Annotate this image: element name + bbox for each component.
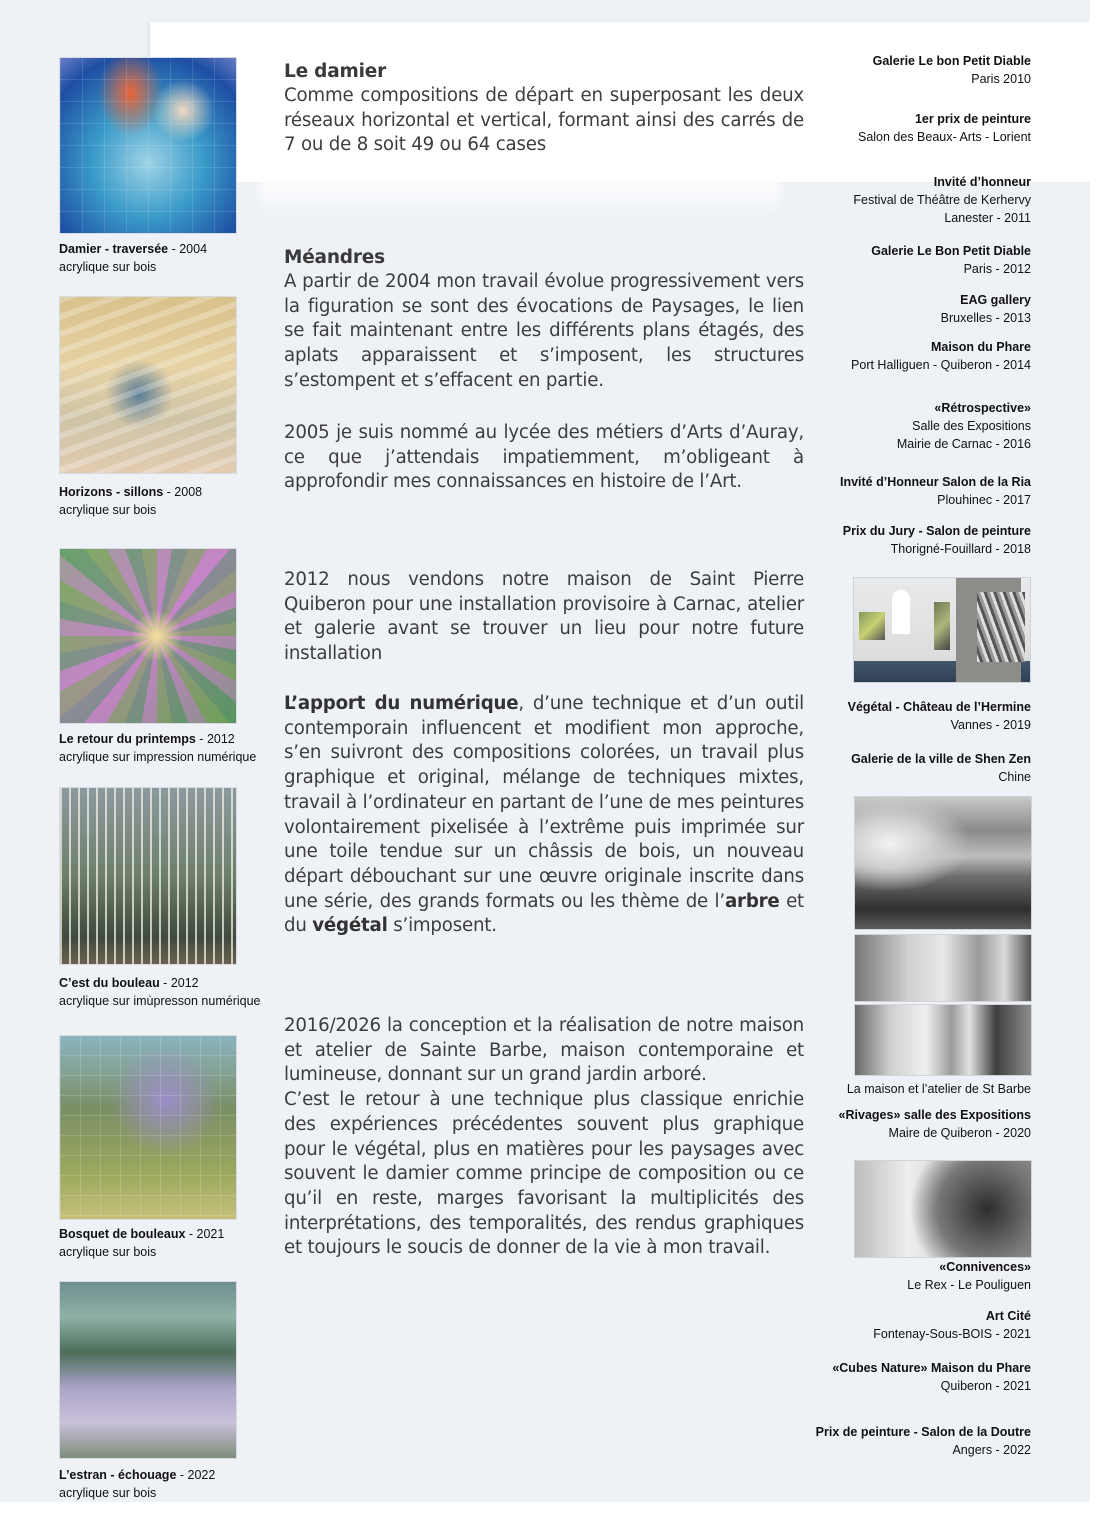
exhibition-item	[771, 1106, 1031, 1142]
paragraph-numerique	[284, 692, 804, 939]
exhibition-detail: Paris - 2012	[963, 262, 1031, 276]
photo-window	[892, 590, 910, 634]
exhibition-item	[771, 1423, 1031, 1459]
painting-year: 2022	[187, 1468, 216, 1482]
caption-separator: -	[195, 732, 207, 746]
exhibition-detail: Salon des Beaux- Arts - Lorient	[857, 130, 1031, 144]
exhibition-detail: Port Halliguen - Quiberon - 2014	[851, 358, 1031, 372]
exhibition-title: Maison du Phare	[930, 340, 1031, 354]
exhibition-item	[771, 52, 1031, 88]
exhibition-item	[771, 242, 1031, 278]
section-meandres	[284, 246, 804, 394]
painting-caption	[59, 1466, 215, 1502]
exhibition-title: Galerie de la ville de Shen Zen	[851, 752, 1031, 766]
photo-canvas	[859, 612, 885, 640]
exhibition-title: «Rétrospective»	[934, 401, 1031, 415]
photo-canvas	[934, 602, 950, 650]
painting-retour-printemps	[59, 548, 235, 724]
exhibition-detail: Chine	[998, 770, 1031, 784]
exhibition-detail: Thorigné-Fouillard - 2018	[890, 542, 1031, 556]
exhibition-item	[771, 522, 1031, 558]
painting-bosquet-bouleaux	[59, 1035, 235, 1220]
exhibition-item	[771, 473, 1031, 509]
exhibition-title: «Connivences»	[939, 1260, 1031, 1274]
painting-title: Damier - traversée	[59, 242, 169, 256]
exhibition-detail: Plouhinec - 2017	[937, 493, 1031, 507]
painting-caption	[59, 730, 256, 766]
painting-medium: acrylique sur bois	[59, 1486, 157, 1500]
exhibition-item	[771, 1258, 1031, 1294]
photo-atelier-interior	[854, 934, 1032, 1002]
exhibition-detail: Le Rex - Le Pouliguen	[907, 1278, 1031, 1292]
exhibition-title: Végétal - Château de l’Hermine	[847, 700, 1031, 714]
exhibition-detail: Lanester - 2011	[944, 211, 1031, 225]
exhibition-photo-vegetal	[853, 577, 1031, 683]
painting-title: C’est du bouleau	[59, 976, 160, 990]
text-numerique-1: , d’une technique et d’un outil contemporain influencent et modifient mon approche, s’en suivront des compositions colorées, un travail plus graphique et original, mélange de techniques mixtes, travail à l’ordinateur en partant de l’une de mes peintures volontairement pixelisée à l’extrême puis imprimée sur une toile tendue sur un châssis de bois, un nouveau départ débouchant sur une œuvre originale inscrite dans une série, des grands formats ou les thème de l’	[284, 693, 804, 912]
text-2016-b: C’est le retour à une technique plus classique enrichie des expériences précédentes souvent plus graphique pour le végétal, plus en matières pour les paysages avec souvent le damier comme principe de composition ou ce qu’il en reste, marges favorisant la multiplicités des interprétations, des temporalités, des rendus graphiques et toujours le soucis de donner de la vie à mon travail.	[284, 1089, 804, 1259]
section-title-meandres: Méandres	[284, 247, 385, 268]
exhibition-title: Galerie Le bon Petit Diable	[872, 54, 1031, 68]
exhibition-item	[771, 1307, 1031, 1343]
exhibition-detail: Bruxelles - 2013	[940, 311, 1031, 325]
painting-estran-echouage	[59, 1281, 235, 1459]
painting-image	[59, 296, 237, 474]
damier-paragraph: Comme compositions de départ en superposant les deux réseaux horizontal et vertical, formant ainsi des carrés de 7 ou de 8 soit 49 ou 64 cases	[284, 85, 804, 156]
exhibition-item	[771, 338, 1031, 374]
exhibition-item	[771, 698, 1031, 734]
painting-image	[59, 787, 237, 965]
exhibition-item	[771, 173, 1031, 227]
text-numerique-3: s’imposent.	[387, 915, 497, 937]
photo-caption: La maison et l’atelier de St Barbe	[846, 1082, 1031, 1096]
painting-damier-traversee	[59, 57, 235, 234]
exhibition-detail: Maire de Quiberon - 2020	[888, 1126, 1031, 1140]
painting-year: 2004	[179, 242, 208, 256]
exhibition-detail: Mairie de Carnac - 2016	[896, 437, 1031, 451]
exhibition-detail: Fontenay-Sous-BOIS - 2021	[873, 1327, 1031, 1341]
painting-year: 2008	[174, 485, 203, 499]
exhibition-detail: Vannes - 2019	[950, 718, 1031, 732]
painting-year: 2012	[170, 976, 199, 990]
painting-image	[59, 1281, 237, 1459]
blurred-band	[260, 178, 780, 218]
bold-numerique: L’apport du numérique	[284, 693, 519, 714]
painting-horizons-sillons	[59, 296, 235, 474]
exhibition-title: Prix de peinture - Salon de la Doutre	[815, 1425, 1031, 1439]
painting-caption	[59, 974, 260, 1010]
exhibition-title: Invité d’Honneur Salon de la Ria	[839, 475, 1031, 489]
painting-medium: acrylique sur imùpresson numérique	[59, 994, 261, 1008]
caption-separator: -	[159, 976, 171, 990]
section-damier	[284, 60, 804, 158]
text-numerique-2: et du	[284, 890, 804, 937]
caption-separator: -	[185, 1227, 197, 1241]
exhibition-title: Prix du Jury - Salon de peinture	[842, 524, 1031, 538]
caption-separator: -	[176, 1468, 188, 1482]
paragraph-2012	[284, 568, 804, 667]
photo-house-garden	[854, 796, 1032, 930]
exhibition-item	[771, 291, 1031, 327]
bold-vegetal: végétal	[312, 915, 388, 937]
section-title-damier: Le damier	[284, 61, 386, 82]
exhibition-title: 1er prix de peinture	[914, 112, 1031, 126]
exhibition-title: «Rivages» salle des Expositions	[838, 1108, 1031, 1122]
painting-title: L’estran - échouage	[59, 1468, 177, 1482]
exhibition-item	[771, 110, 1031, 146]
caption-separator: -	[163, 485, 175, 499]
painting-image	[59, 1035, 237, 1220]
bold-arbre: arbre	[724, 890, 780, 912]
painting-medium: acrylique sur bois	[59, 260, 157, 274]
text-2012: 2012 nous vendons notre maison de Saint Pierre Quiberon pour une installation provisoire à Carnac, atelier et galerie avant se trouver un lieu pour notre future installation	[284, 569, 804, 665]
painting-caption	[59, 240, 207, 276]
photo-canvas	[977, 592, 1025, 662]
exhibition-title: «Cubes Nature» Maison du Phare	[832, 1361, 1031, 1375]
painting-title: Le retour du printemps	[59, 732, 196, 746]
text-2016-a: 2016/2026 la conception et la réalisation de notre maison et atelier de Sainte Barbe, maison contemporaine et lumineuse, donnant sur un grand jardin arboré.	[284, 1015, 804, 1086]
meandres-paragraph: A partir de 2004 mon travail évolue progressivement vers la figuration se sont des évocations de Paysages, le lien se fait maintenant entre les différents plans étagés, des aplats apparaissent et s’imposent, les structures s’estompent et s’effacent en partie.	[284, 271, 804, 391]
exhibition-item	[771, 399, 1031, 453]
exhibition-photo-connivences	[854, 1160, 1032, 1258]
exhibition-title: Art Cité	[985, 1309, 1031, 1323]
painting-caption	[59, 1225, 224, 1261]
exhibition-detail: Festival de Théâtre de Kerhervy	[853, 193, 1031, 207]
text-2005: 2005 je suis nommé au lycée des métiers d’Arts d’Auray, ce que j’attendais impatiemment, m’obligeant à approfondir mes connaissances en histoire de l’Art.	[284, 422, 804, 493]
painting-year: 2012	[206, 732, 235, 746]
exhibition-item	[771, 1359, 1031, 1395]
painting-image	[59, 548, 237, 724]
painting-title: Bosquet de bouleaux	[59, 1227, 186, 1241]
exhibition-title: Invité d’honneur	[933, 175, 1031, 189]
painting-medium: acrylique sur bois	[59, 503, 157, 517]
painting-medium: acrylique sur impression numérique	[59, 750, 257, 764]
painting-medium: acrylique sur bois	[59, 1245, 157, 1259]
exhibition-detail: Quiberon - 2021	[940, 1379, 1031, 1393]
paragraph-2005	[284, 421, 804, 495]
painting-title: Horizons - sillons	[59, 485, 164, 499]
exhibition-item	[771, 750, 1031, 786]
painting-caption	[59, 483, 202, 519]
painting-year: 2021	[196, 1227, 225, 1241]
paragraph-2016	[284, 1014, 804, 1261]
painting-cest-du-bouleau	[59, 787, 235, 965]
painting-image	[59, 57, 237, 234]
exhibition-detail: Paris 2010	[971, 72, 1031, 86]
photo-gallery-interior	[854, 1004, 1032, 1076]
caption-separator: -	[168, 242, 180, 256]
exhibition-title: Galerie Le Bon Petit Diable	[871, 244, 1031, 258]
exhibition-title: EAG gallery	[960, 293, 1031, 307]
exhibition-detail: Salle des Expositions	[912, 419, 1031, 433]
exhibition-detail: Angers - 2022	[952, 1443, 1031, 1457]
text-numerique	[284, 692, 804, 939]
